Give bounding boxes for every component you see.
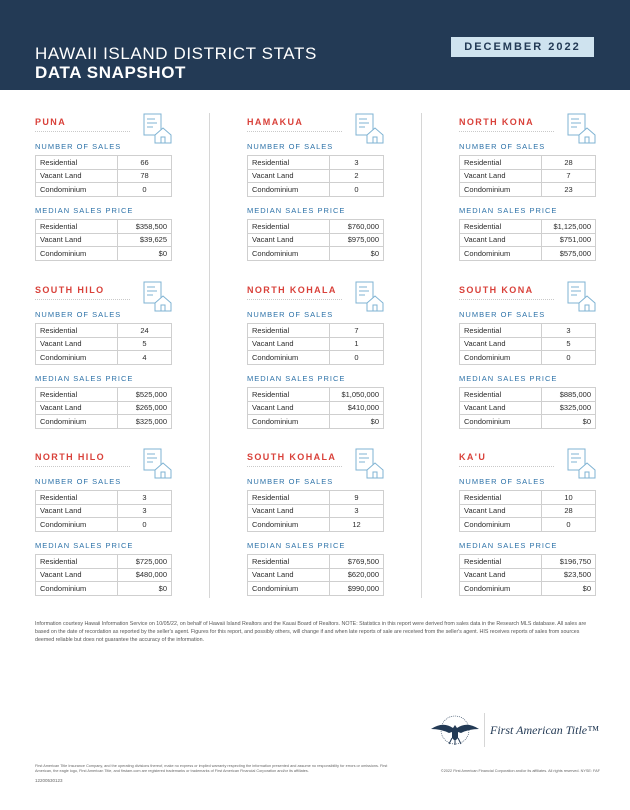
- table-row: [460, 156, 596, 170]
- table-row: [36, 337, 172, 351]
- house-document-icon: [142, 448, 172, 480]
- row-value: 23: [542, 183, 596, 197]
- median-price-table: [459, 219, 596, 261]
- row-label: Condominium: [460, 582, 542, 596]
- table-row: [248, 388, 384, 402]
- number-of-sales-heading: NUMBER OF SALES: [35, 310, 122, 319]
- row-value: 3: [330, 504, 384, 518]
- row-label: Residential: [36, 388, 118, 402]
- sales-count-table: [35, 490, 172, 532]
- row-value: 5: [118, 337, 172, 351]
- table-row: [36, 568, 172, 582]
- row-label: Vacant Land: [460, 504, 542, 518]
- row-value: 24: [118, 324, 172, 338]
- number-of-sales-heading: NUMBER OF SALES: [35, 142, 122, 151]
- page-title: HAWAII ISLAND DISTRICT STATS: [35, 44, 317, 63]
- number-of-sales-heading: NUMBER OF SALES: [247, 142, 334, 151]
- row-label: Condominium: [36, 351, 118, 365]
- table-row: [36, 324, 172, 338]
- table-row: [36, 555, 172, 569]
- row-label: Vacant Land: [248, 568, 330, 582]
- row-value: $325,000: [542, 401, 596, 415]
- table-row: [460, 491, 596, 505]
- dotted-divider: [247, 466, 342, 467]
- copyright-notice: ©2022 First American Financial Corporation and/or its affiliates. All rights reserved. NYSE: FAF: [440, 769, 600, 773]
- row-value: 0: [330, 183, 384, 197]
- table-row: [36, 247, 172, 261]
- row-value: 66: [118, 156, 172, 170]
- row-label: Vacant Land: [460, 169, 542, 183]
- table-row: [248, 351, 384, 365]
- district-name: NORTH HILO: [35, 452, 105, 462]
- table-row: [248, 504, 384, 518]
- table-row: [248, 233, 384, 247]
- data-source-note: Information courtesy Hawaii Information Service on 10/05/22, on behalf of Hawaii Island Realtors and the Kauai Board of Realtors. NOTE: Statistics in this report were derived from sales data in the Research MLS database. All sales are based on the date of recordation as reported by the seller's agent. Figures for this report, and possibly others, will change if and when late reports of sale are received from the seller's agent. HIS receives reports of sales from sources deemed reliable but does not guarantee the accuracy of the information.: [35, 621, 587, 643]
- median-sales-price-heading: MEDIAN SALES PRICE: [35, 206, 134, 215]
- header-banner: [0, 0, 630, 90]
- row-value: $23,500: [542, 568, 596, 582]
- row-value: 3: [542, 324, 596, 338]
- table-row: [460, 324, 596, 338]
- house-document-icon: [566, 448, 596, 480]
- row-label: Residential: [460, 388, 542, 402]
- row-label: Condominium: [36, 247, 118, 261]
- table-row: [460, 220, 596, 234]
- row-value: $885,000: [542, 388, 596, 402]
- row-label: Residential: [36, 491, 118, 505]
- median-sales-price-heading: MEDIAN SALES PRICE: [35, 541, 134, 550]
- row-value: $975,000: [330, 233, 384, 247]
- row-label: Residential: [460, 324, 542, 338]
- house-document-icon: [566, 113, 596, 145]
- column-divider: [209, 113, 210, 598]
- district-name: NORTH KOHALA: [247, 285, 337, 295]
- row-label: Vacant Land: [460, 337, 542, 351]
- row-value: 9: [330, 491, 384, 505]
- number-of-sales-heading: NUMBER OF SALES: [247, 477, 334, 486]
- median-price-table: [247, 554, 384, 596]
- row-label: Residential: [460, 491, 542, 505]
- brand-name: First American Title™: [490, 723, 599, 737]
- median-price-table: [35, 554, 172, 596]
- table-row: [36, 156, 172, 170]
- median-price-table: [247, 219, 384, 261]
- table-row: [460, 518, 596, 532]
- row-label: Condominium: [460, 415, 542, 429]
- row-label: Residential: [248, 388, 330, 402]
- table-row: [460, 568, 596, 582]
- column-divider: [421, 113, 422, 598]
- row-value: 7: [542, 169, 596, 183]
- table-row: [460, 337, 596, 351]
- number-of-sales-heading: NUMBER OF SALES: [35, 477, 122, 486]
- legal-disclaimer: First American Title Insurance Company, and the operating divisions thereof, make no express or implied warranty respecting the information presented and assume no responsibility for errors or omissions. First American, the eagle logo, First American Title, and firstam.com are registered trademarks or trademarks of First American Financial Corporation and/or its affiliates.: [35, 764, 388, 773]
- table-row: [460, 247, 596, 261]
- district-name: NORTH KONA: [459, 117, 534, 127]
- row-label: Residential: [248, 324, 330, 338]
- row-label: Residential: [460, 555, 542, 569]
- table-row: [248, 247, 384, 261]
- table-row: [248, 568, 384, 582]
- house-document-icon: [142, 281, 172, 313]
- median-price-table: [459, 554, 596, 596]
- median-sales-price-heading: MEDIAN SALES PRICE: [247, 374, 346, 383]
- table-row: [36, 582, 172, 596]
- row-value: $1,125,000: [542, 220, 596, 234]
- dotted-divider: [247, 299, 342, 300]
- row-value: 0: [118, 183, 172, 197]
- row-label: Condominium: [36, 415, 118, 429]
- dotted-divider: [459, 131, 554, 132]
- sales-count-table: [247, 323, 384, 365]
- row-value: $760,000: [330, 220, 384, 234]
- row-label: Condominium: [460, 247, 542, 261]
- row-value: $0: [542, 415, 596, 429]
- number-of-sales-heading: NUMBER OF SALES: [459, 310, 546, 319]
- row-label: Condominium: [36, 183, 118, 197]
- table-row: [36, 233, 172, 247]
- row-label: Condominium: [36, 582, 118, 596]
- district-name: SOUTH KONA: [459, 285, 534, 295]
- row-label: Residential: [248, 220, 330, 234]
- row-label: Residential: [248, 156, 330, 170]
- row-label: Vacant Land: [248, 504, 330, 518]
- row-value: $751,000: [542, 233, 596, 247]
- table-row: [36, 504, 172, 518]
- table-row: [248, 337, 384, 351]
- sales-count-table: [247, 155, 384, 197]
- district-name: SOUTH KOHALA: [247, 452, 337, 462]
- row-label: Vacant Land: [460, 401, 542, 415]
- table-row: [248, 518, 384, 532]
- row-label: Condominium: [248, 415, 330, 429]
- dotted-divider: [459, 299, 554, 300]
- row-label: Vacant Land: [248, 401, 330, 415]
- date-badge: DECEMBER 2022: [451, 37, 594, 57]
- row-label: Condominium: [248, 351, 330, 365]
- row-label: Residential: [36, 220, 118, 234]
- table-row: [460, 415, 596, 429]
- table-row: [460, 169, 596, 183]
- dotted-divider: [35, 131, 130, 132]
- row-value: $0: [118, 582, 172, 596]
- row-value: 12: [330, 518, 384, 532]
- row-value: $525,000: [118, 388, 172, 402]
- document-code: 12200530123: [35, 778, 63, 783]
- table-row: [460, 233, 596, 247]
- row-label: Residential: [460, 220, 542, 234]
- row-label: Vacant Land: [36, 169, 118, 183]
- table-row: [460, 351, 596, 365]
- sales-count-table: [35, 155, 172, 197]
- table-row: [460, 183, 596, 197]
- median-sales-price-heading: MEDIAN SALES PRICE: [247, 206, 346, 215]
- dotted-divider: [35, 466, 130, 467]
- number-of-sales-heading: NUMBER OF SALES: [459, 142, 546, 151]
- row-value: $196,750: [542, 555, 596, 569]
- table-row: [36, 220, 172, 234]
- row-label: Condominium: [248, 518, 330, 532]
- row-label: Vacant Land: [248, 337, 330, 351]
- row-label: Vacant Land: [36, 568, 118, 582]
- median-sales-price-heading: MEDIAN SALES PRICE: [459, 374, 558, 383]
- row-value: 3: [118, 491, 172, 505]
- row-label: Condominium: [248, 247, 330, 261]
- row-label: Residential: [36, 156, 118, 170]
- row-value: $725,000: [118, 555, 172, 569]
- eagle-logo-icon: [425, 713, 485, 747]
- row-label: Vacant Land: [36, 233, 118, 247]
- row-value: 0: [542, 518, 596, 532]
- dotted-divider: [35, 299, 130, 300]
- sales-count-table: [459, 155, 596, 197]
- row-value: 5: [542, 337, 596, 351]
- table-row: [460, 504, 596, 518]
- row-label: Residential: [460, 156, 542, 170]
- dotted-divider: [459, 466, 554, 467]
- page-subtitle: DATA SNAPSHOT: [35, 63, 187, 82]
- row-label: Vacant Land: [36, 337, 118, 351]
- row-value: 78: [118, 169, 172, 183]
- row-value: 7: [330, 324, 384, 338]
- row-value: $410,000: [330, 401, 384, 415]
- row-value: 3: [118, 504, 172, 518]
- row-value: 4: [118, 351, 172, 365]
- table-row: [248, 324, 384, 338]
- median-price-table: [35, 387, 172, 429]
- row-value: 2: [330, 169, 384, 183]
- row-label: Vacant Land: [248, 233, 330, 247]
- row-value: 0: [542, 351, 596, 365]
- row-label: Vacant Land: [460, 233, 542, 247]
- house-document-icon: [354, 281, 384, 313]
- median-price-table: [459, 387, 596, 429]
- sales-count-table: [459, 490, 596, 532]
- row-value: $480,000: [118, 568, 172, 582]
- table-row: [248, 401, 384, 415]
- row-value: $265,000: [118, 401, 172, 415]
- table-row: [36, 401, 172, 415]
- district-name: HAMAKUA: [247, 117, 304, 127]
- table-row: [36, 169, 172, 183]
- row-value: 28: [542, 504, 596, 518]
- row-label: Residential: [248, 491, 330, 505]
- row-label: Condominium: [248, 183, 330, 197]
- house-document-icon: [142, 113, 172, 145]
- row-value: $0: [542, 582, 596, 596]
- median-sales-price-heading: MEDIAN SALES PRICE: [35, 374, 134, 383]
- row-label: Residential: [36, 555, 118, 569]
- row-label: Residential: [36, 324, 118, 338]
- table-row: [248, 169, 384, 183]
- table-row: [460, 401, 596, 415]
- table-row: [248, 582, 384, 596]
- median-price-table: [247, 387, 384, 429]
- row-value: 0: [330, 351, 384, 365]
- row-label: Vacant Land: [248, 169, 330, 183]
- logo-divider: [484, 713, 485, 747]
- district-name: PUNA: [35, 117, 67, 127]
- district-name: SOUTH HILO: [35, 285, 105, 295]
- district-name: KA'U: [459, 452, 487, 462]
- row-value: $0: [118, 247, 172, 261]
- table-row: [36, 351, 172, 365]
- row-label: Residential: [248, 555, 330, 569]
- median-price-table: [35, 219, 172, 261]
- row-value: 0: [118, 518, 172, 532]
- row-label: Condominium: [248, 582, 330, 596]
- row-value: 28: [542, 156, 596, 170]
- row-label: Condominium: [36, 518, 118, 532]
- sales-count-table: [35, 323, 172, 365]
- row-value: $0: [330, 415, 384, 429]
- row-value: 1: [330, 337, 384, 351]
- table-row: [248, 220, 384, 234]
- row-label: Condominium: [460, 183, 542, 197]
- row-label: Vacant Land: [36, 401, 118, 415]
- table-row: [36, 415, 172, 429]
- median-sales-price-heading: MEDIAN SALES PRICE: [459, 541, 558, 550]
- table-row: [248, 415, 384, 429]
- row-label: Condominium: [460, 518, 542, 532]
- dotted-divider: [247, 131, 342, 132]
- row-label: Vacant Land: [460, 568, 542, 582]
- sales-count-table: [459, 323, 596, 365]
- table-row: [36, 491, 172, 505]
- row-value: $620,000: [330, 568, 384, 582]
- row-value: $990,000: [330, 582, 384, 596]
- row-value: 3: [330, 156, 384, 170]
- table-row: [248, 491, 384, 505]
- median-sales-price-heading: MEDIAN SALES PRICE: [247, 541, 346, 550]
- row-value: 10: [542, 491, 596, 505]
- table-row: [248, 156, 384, 170]
- row-value: $358,500: [118, 220, 172, 234]
- number-of-sales-heading: NUMBER OF SALES: [247, 310, 334, 319]
- house-document-icon: [354, 113, 384, 145]
- row-value: $0: [330, 247, 384, 261]
- table-row: [36, 518, 172, 532]
- row-label: Condominium: [460, 351, 542, 365]
- row-value: $39,625: [118, 233, 172, 247]
- sales-count-table: [247, 490, 384, 532]
- row-value: $325,000: [118, 415, 172, 429]
- table-row: [248, 183, 384, 197]
- table-row: [460, 388, 596, 402]
- row-label: Vacant Land: [36, 504, 118, 518]
- house-document-icon: [566, 281, 596, 313]
- median-sales-price-heading: MEDIAN SALES PRICE: [459, 206, 558, 215]
- row-value: $769,500: [330, 555, 384, 569]
- table-row: [248, 555, 384, 569]
- row-value: $1,050,000: [330, 388, 384, 402]
- table-row: [460, 555, 596, 569]
- house-document-icon: [354, 448, 384, 480]
- number-of-sales-heading: NUMBER OF SALES: [459, 477, 546, 486]
- row-value: $575,000: [542, 247, 596, 261]
- table-row: [36, 388, 172, 402]
- table-row: [460, 582, 596, 596]
- table-row: [36, 183, 172, 197]
